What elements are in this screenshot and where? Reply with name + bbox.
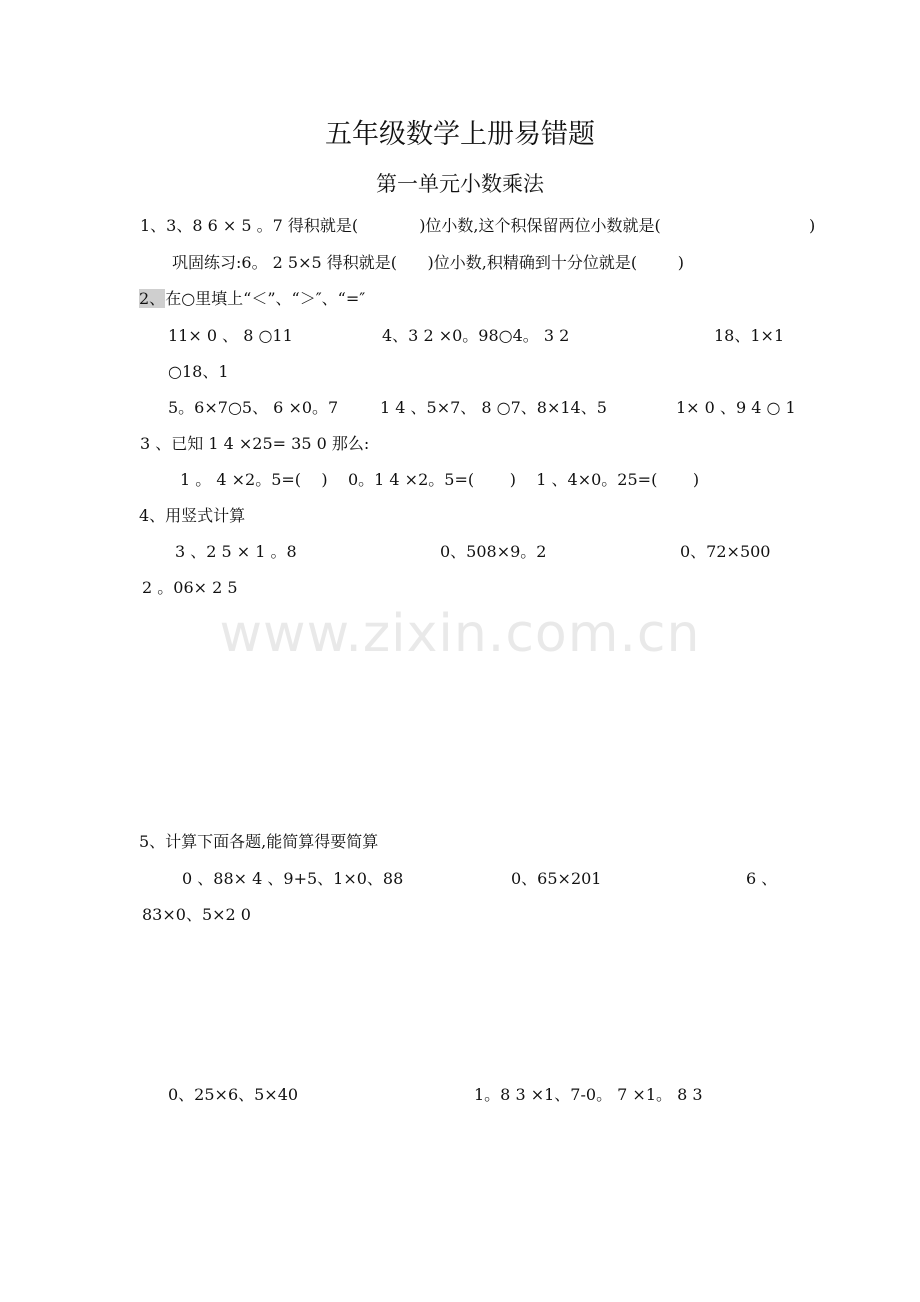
question-2-item: 4、3 2 ×0。98○4。 3 2 (382, 326, 570, 345)
question-4-item: 0、72×500 (680, 542, 771, 561)
question-2-item-continued: ○18、1 (168, 362, 229, 381)
question-4-item: 0、508×9。2 (440, 542, 547, 561)
question-1-close-paren: ) (809, 216, 816, 235)
question-3-items: 1 。 4 ×2。5=( ) 0。1 4 ×2。5=( ) 1 、4×0。25=( ) (180, 470, 700, 489)
question-2-item: 1 4 、5×7、 8 ○7、8×14、5 (380, 398, 607, 417)
question-4-item: 3 、2 5 × 1 。8 (175, 542, 297, 561)
question-5-item: 0 、88× 4 、9+5、1×0、88 (182, 869, 404, 888)
question-2-item: 1× 0 、9 4 ○ 1 (676, 398, 796, 417)
question-2-item: 18、1×1 (714, 326, 785, 345)
question-5-item-continued: 83×0、5×2 0 (142, 905, 251, 924)
question-2-item: 5。6×7○5、 6 ×0。7 (168, 398, 339, 417)
question-5-item: 6 、 (746, 869, 778, 888)
question-5-prompt: 5、计算下面各题,能简算得要简算 (139, 832, 379, 851)
question-1-text: 1、3、8 6 × 5 。7 得积就是( )位小数,这个积保留两位小数就是( (140, 216, 661, 235)
question-1-practice: 巩固练习:6。 2 5×5 得积就是( )位小数,积精确到十分位就是( ) (172, 253, 685, 272)
question-3-prompt: 3 、已知 1 4 ×25= 35 0 那么: (140, 434, 370, 453)
question-2-heading (139, 289, 365, 309)
question-4-item: 2 。06× 2 5 (142, 578, 238, 597)
question-2-prompt: 在○里填上“＜”、“＞″、“=″ (165, 289, 366, 308)
question-5-item: 0、25×6、5×40 (168, 1085, 299, 1104)
question-2-item: 11× 0 、 8 ○11 (168, 326, 293, 345)
question-4-prompt: 4、用竖式计算 (139, 506, 246, 525)
question-5-item: 0、65×201 (511, 869, 602, 888)
page-title: 五年级数学上册易错题 (325, 119, 595, 150)
watermark-logo: www.zixin.com.cn (219, 604, 701, 664)
question-5-item: 1。8 3 ×1、7-0。 7 ×1。 8 3 (474, 1085, 703, 1104)
question-2-number: 2、 (139, 289, 166, 308)
unit-subtitle: 第一单元小数乘法 (376, 172, 544, 196)
